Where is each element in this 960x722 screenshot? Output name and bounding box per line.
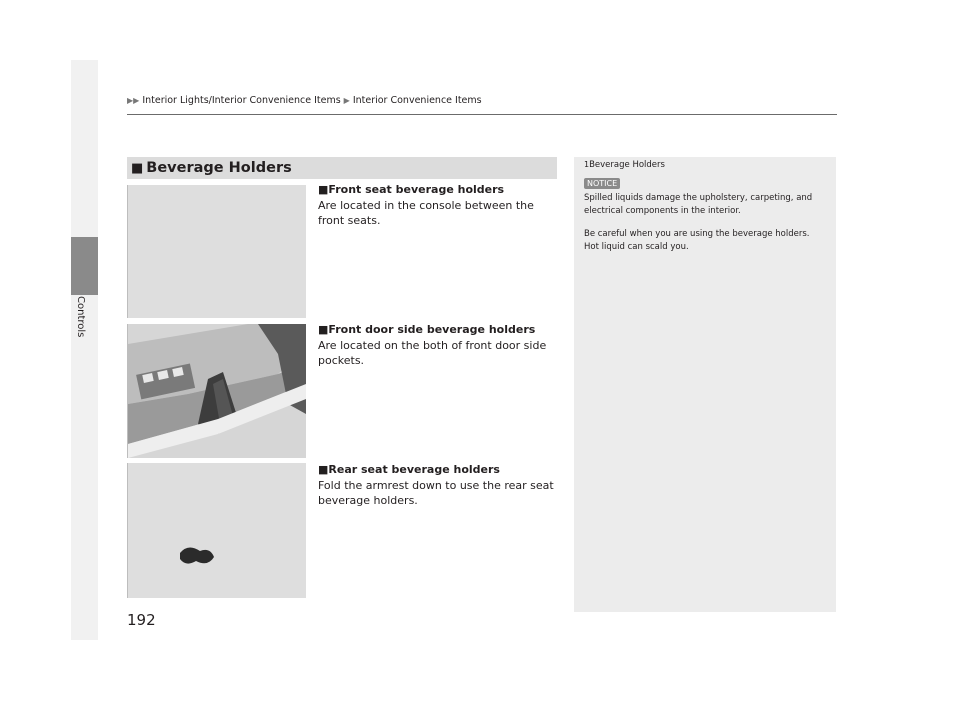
rear-seat-holders-image	[127, 463, 306, 598]
triangle-icon: ▶	[343, 96, 350, 105]
triangle-icon: ▶▶	[127, 96, 140, 105]
section-title: Beverage Holders	[146, 160, 292, 176]
note-paragraph-1: Spilled liquids damage the upholstery, carpeting, and electrical components in the interior.	[584, 193, 813, 216]
breadcrumb-part-2: Interior Convenience Items	[352, 95, 482, 106]
side-tab-track	[71, 60, 98, 640]
side-tab-label: Controls	[75, 296, 86, 338]
square-bullet-icon: ■	[318, 463, 329, 476]
item-body: Fold the armrest down to use the rear seat beverage holders.	[318, 478, 554, 507]
item-heading: Front door side beverage holders	[328, 323, 536, 336]
item-body: Are located in the console between the front seats.	[318, 198, 534, 227]
square-bullet-icon: ■	[131, 160, 144, 176]
item-body: Are located on the both of front door side pockets.	[318, 338, 547, 367]
front-seat-holders-item	[318, 182, 558, 229]
breadcrumb-part-1: Interior Lights/Interior Convenience Items	[142, 95, 341, 106]
item-heading: Rear seat beverage holders	[328, 463, 500, 476]
note-title: 1Beverage Holders	[584, 160, 665, 170]
item-heading: Front seat beverage holders	[328, 183, 505, 196]
note-paragraph-2: Be careful when you are using the beverage holders. Hot liquid can scald you.	[584, 229, 810, 252]
rear-seat-holders-item	[318, 462, 558, 509]
reference-icon: 1	[584, 160, 590, 169]
side-note-panel	[574, 157, 836, 612]
header-rule	[127, 114, 837, 115]
page-number: 192	[127, 611, 156, 629]
door-side-holders-item	[318, 322, 558, 369]
square-bullet-icon: ■	[318, 323, 329, 336]
door-illustration	[128, 324, 306, 458]
side-tab	[71, 237, 98, 295]
door-side-holders-image	[127, 324, 306, 458]
section-title-bar	[127, 157, 557, 179]
square-bullet-icon: ■	[318, 183, 329, 196]
front-seat-holders-image	[127, 185, 306, 318]
notice-badge: NOTICE	[584, 178, 620, 189]
breadcrumb	[127, 95, 482, 106]
rear-holder-illustration	[128, 463, 306, 598]
